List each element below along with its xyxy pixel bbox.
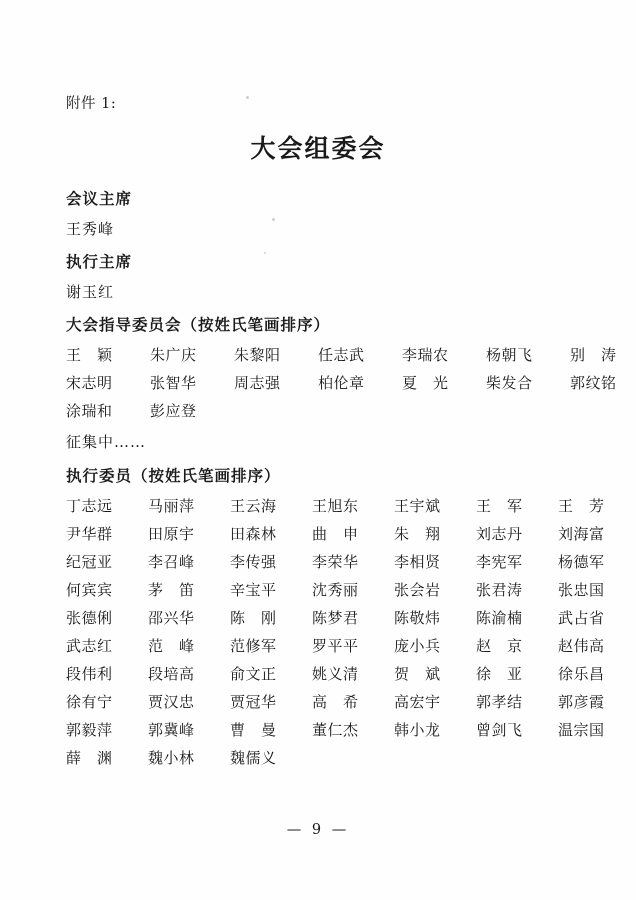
name-cell: 陈 刚	[230, 609, 277, 627]
name-cell: 涂瑞和	[66, 402, 113, 420]
name-cell: 范修军	[230, 637, 277, 655]
name-cell: 武占省	[558, 609, 605, 627]
name-cell: 董仁杰	[312, 721, 359, 739]
name-cell: 王 颖	[66, 346, 113, 364]
page-number: — 9 —	[286, 822, 350, 838]
name-row	[66, 579, 605, 600]
executive-chair-name: 谢玉红	[66, 283, 115, 301]
name-cell: 范 峰	[148, 637, 195, 655]
name-cell: 辛宝平	[230, 581, 277, 599]
name-cell: 徐有宁	[66, 693, 113, 711]
name-row	[66, 551, 605, 572]
name-cell: 贾汉忠	[148, 693, 195, 711]
name-row	[66, 607, 605, 628]
name-cell: 张智华	[150, 374, 197, 392]
chair-name: 王秀峰	[66, 220, 115, 238]
name-row	[66, 663, 605, 684]
name-cell: 纪冠亚	[66, 553, 113, 571]
name-cell: 张忠国	[558, 581, 605, 599]
name-cell: 陈敬炜	[394, 609, 441, 627]
scan-speck	[264, 252, 266, 254]
name-cell: 徐 亚	[476, 665, 523, 683]
name-cell: 魏儒义	[230, 749, 277, 767]
section-heading-executive-committee: 执行委员（按姓氏笔画排序）	[66, 467, 281, 485]
name-cell: 刘海富	[558, 525, 605, 543]
name-cell: 韩小龙	[394, 721, 441, 739]
name-cell: 武志红	[66, 637, 113, 655]
name-cell: 周志强	[234, 374, 281, 392]
executive-committee-list	[66, 495, 605, 768]
name-cell: 赵伟高	[558, 637, 605, 655]
name-cell: 王旭东	[312, 497, 359, 515]
name-cell: 段培高	[148, 665, 195, 683]
name-cell: 郭孝结	[476, 693, 523, 711]
name-cell: 何宾宾	[66, 581, 113, 599]
name-cell: 柏伦章	[318, 374, 365, 392]
name-row	[66, 400, 570, 421]
name-cell: 柴发合	[486, 374, 533, 392]
name-cell: 王 军	[476, 497, 523, 515]
name-cell: 刘志丹	[476, 525, 523, 543]
name-row	[66, 523, 605, 544]
name-cell: 茅 笛	[148, 581, 195, 599]
name-cell: 朱黎阳	[234, 346, 281, 364]
name-row	[66, 635, 605, 656]
name-cell: 王 芳	[558, 497, 605, 515]
name-cell: 温宗国	[558, 721, 605, 739]
name-cell: 朱 翔	[394, 525, 441, 543]
guidance-committee-list	[66, 344, 617, 421]
name-cell: 俞文正	[230, 665, 277, 683]
name-cell: 杨德军	[558, 553, 605, 571]
name-cell: 曲 申	[312, 525, 359, 543]
name-cell: 贾冠华	[230, 693, 277, 711]
name-cell: 丁志远	[66, 497, 113, 515]
attachment-label: 附件 1:	[66, 96, 117, 112]
name-cell: 朱广庆	[150, 346, 197, 364]
name-cell: 郭彦霞	[558, 693, 605, 711]
name-cell: 马丽萍	[148, 497, 195, 515]
name-cell: 沈秀丽	[312, 581, 359, 599]
name-row	[66, 344, 617, 365]
name-row	[66, 691, 605, 712]
name-row	[66, 747, 570, 768]
name-cell: 张会岩	[394, 581, 441, 599]
name-cell: 李瑞农	[402, 346, 449, 364]
name-cell: 赵 京	[476, 637, 523, 655]
name-cell: 李宪军	[476, 553, 523, 571]
name-cell: 魏小林	[148, 749, 195, 767]
name-cell: 曹 曼	[230, 721, 277, 739]
name-cell: 夏 光	[402, 374, 449, 392]
name-cell: 任志武	[318, 346, 365, 364]
scan-speck	[272, 218, 275, 221]
name-cell: 贺 斌	[394, 665, 441, 683]
name-cell: 郭毅萍	[66, 721, 113, 739]
name-cell: 田原宇	[148, 525, 195, 543]
name-cell: 姚义清	[312, 665, 359, 683]
page-title: 大会组委会	[250, 134, 386, 163]
name-cell: 郭纹铭	[570, 374, 617, 392]
name-cell: 张君涛	[476, 581, 523, 599]
name-cell: 张德俐	[66, 609, 113, 627]
name-cell: 徐乐昌	[558, 665, 605, 683]
name-cell: 邵兴华	[148, 609, 195, 627]
section-heading-guidance-committee: 大会指导委员会（按姓氏笔画排序）	[66, 316, 331, 334]
name-row	[66, 495, 605, 516]
name-cell: 杨朝飞	[486, 346, 533, 364]
name-cell: 段伟利	[66, 665, 113, 683]
name-cell: 罗平平	[312, 637, 359, 655]
name-cell: 王云海	[230, 497, 277, 515]
name-cell: 彭应登	[150, 402, 197, 420]
scan-speck	[246, 96, 249, 99]
guidance-committee-note: 征集中……	[66, 433, 147, 451]
name-cell: 陈渝楠	[476, 609, 523, 627]
name-cell: 曾剑飞	[476, 721, 523, 739]
name-cell: 李荣华	[312, 553, 359, 571]
name-cell: 高 希	[312, 693, 359, 711]
name-row	[66, 719, 605, 740]
name-cell: 高宏宇	[394, 693, 441, 711]
name-cell: 宋志明	[66, 374, 113, 392]
name-cell: 庞小兵	[394, 637, 441, 655]
name-cell: 陈梦君	[312, 609, 359, 627]
section-heading-chair: 会议主席	[66, 190, 133, 208]
name-cell: 薛 渊	[66, 749, 113, 767]
name-cell: 王宇斌	[394, 497, 441, 515]
name-cell: 尹华群	[66, 525, 113, 543]
name-cell: 李相贤	[394, 553, 441, 571]
name-cell: 李召峰	[148, 553, 195, 571]
name-cell: 郭冀峰	[148, 721, 195, 739]
name-cell: 别 涛	[570, 346, 617, 364]
name-cell: 田森林	[230, 525, 277, 543]
section-heading-executive-chair: 执行主席	[66, 253, 133, 271]
name-cell: 李传强	[230, 553, 277, 571]
name-row	[66, 372, 617, 393]
